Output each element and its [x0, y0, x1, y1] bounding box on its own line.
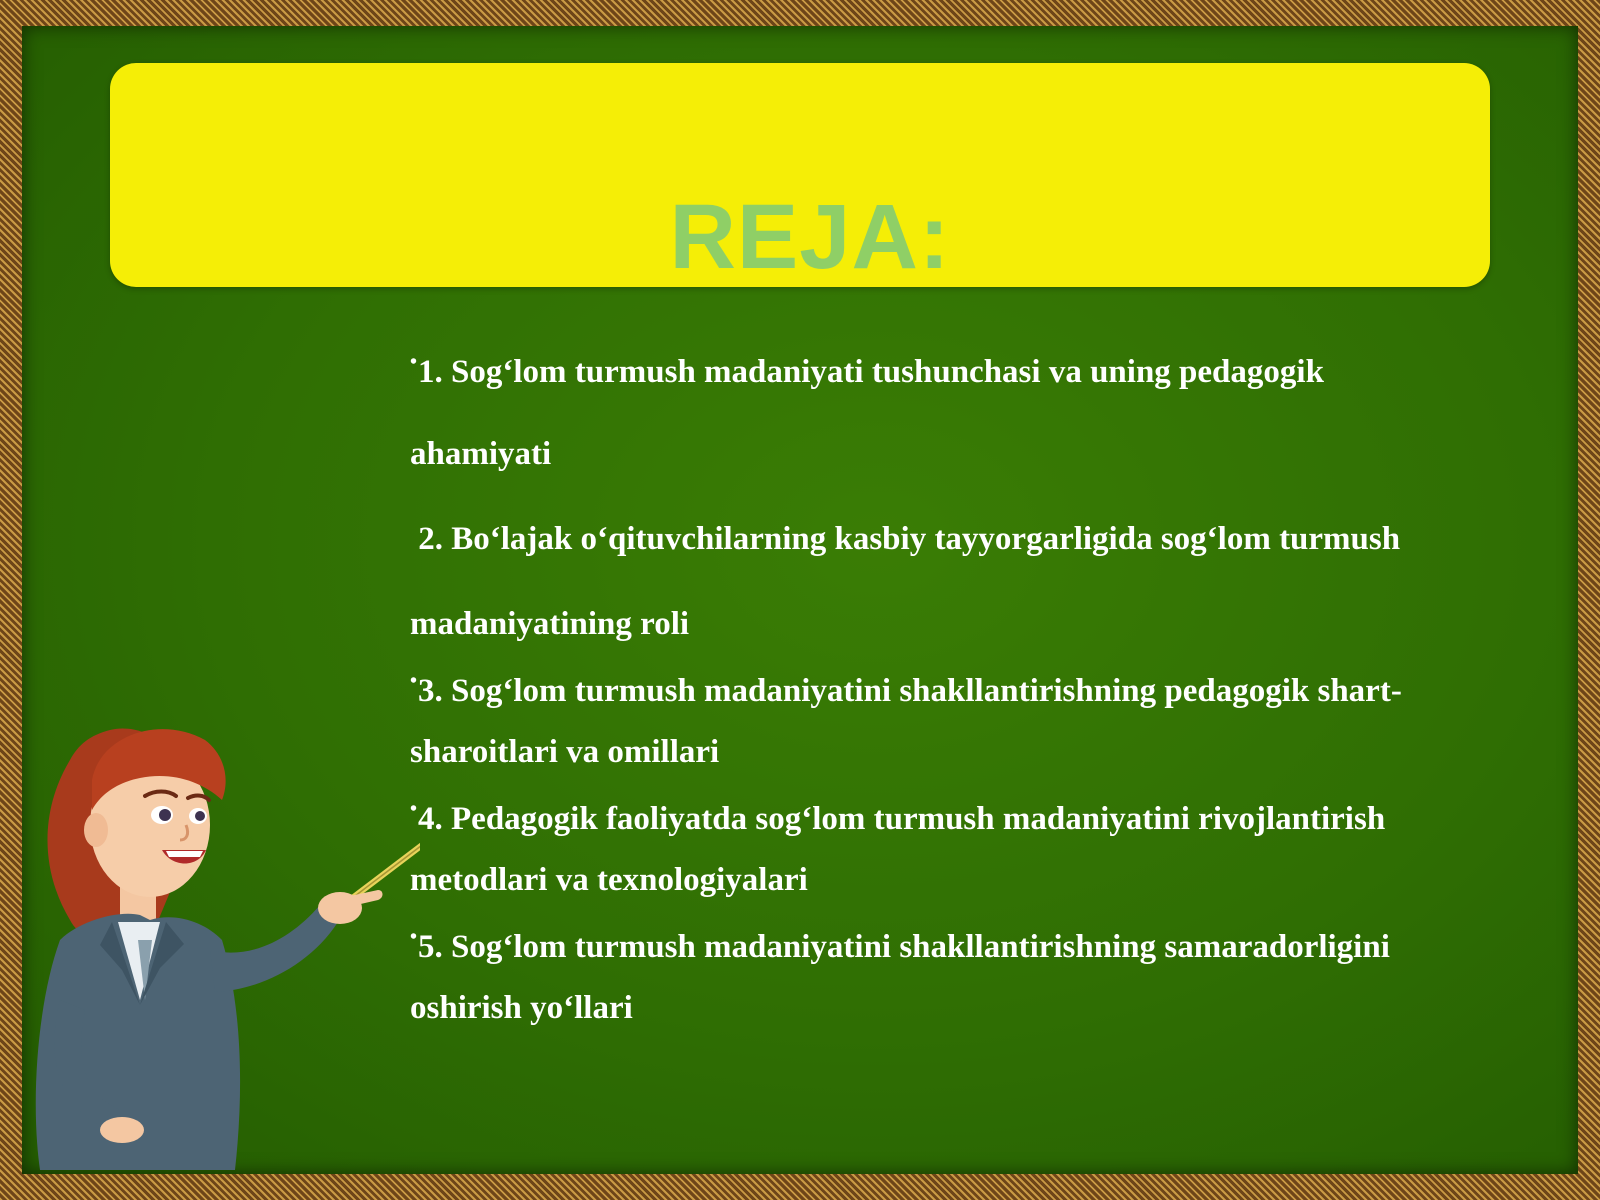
plan-item-3 [410, 669, 1402, 712]
plan-item-1 [410, 350, 1324, 393]
plan-item-text: 3. Sog‘lom turmush madaniyatini shakllantirishning pedagogik shart- [418, 673, 1402, 709]
bullet-icon: • [410, 670, 418, 692]
bullet-icon: • [410, 351, 418, 373]
plan-item-3-continuation: sharoitlari va omillari [410, 734, 720, 770]
plan-item-5 [410, 925, 1390, 968]
bullet-icon: • [410, 798, 418, 820]
plan-item-2 [410, 520, 1400, 560]
slide-title: REJA: [669, 186, 951, 288]
plan-item-text: 5. Sog‘lom turmush madaniyatini shakllantirishning samaradorligini [418, 929, 1390, 965]
plan-item-4 [410, 797, 1385, 840]
plan-item-2-continuation: madaniyatining roli [410, 606, 690, 642]
bullet-icon: • [410, 926, 418, 948]
plan-item-text: 1. Sog‘lom turmush madaniyati tushunchasi va uning pedagogik [418, 354, 1324, 390]
plan-item-text: 2. Bo‘lajak o‘qituvchilarning kasbiy tayyorgarligida sog‘lom turmush [410, 521, 1401, 557]
plan-item-4-continuation: metodlari va texnologiyalari [410, 862, 808, 898]
teacher-pointing-icon [0, 700, 420, 1180]
plan-item-1-continuation: ahamiyati [410, 436, 552, 472]
plan-item-5-continuation: oshirish yo‘llari [410, 990, 633, 1026]
title-banner [110, 63, 1490, 287]
plan-item-text: 4. Pedagogik faoliyatda sog‘lom turmush madaniyatini rivojlantirish [418, 801, 1386, 837]
